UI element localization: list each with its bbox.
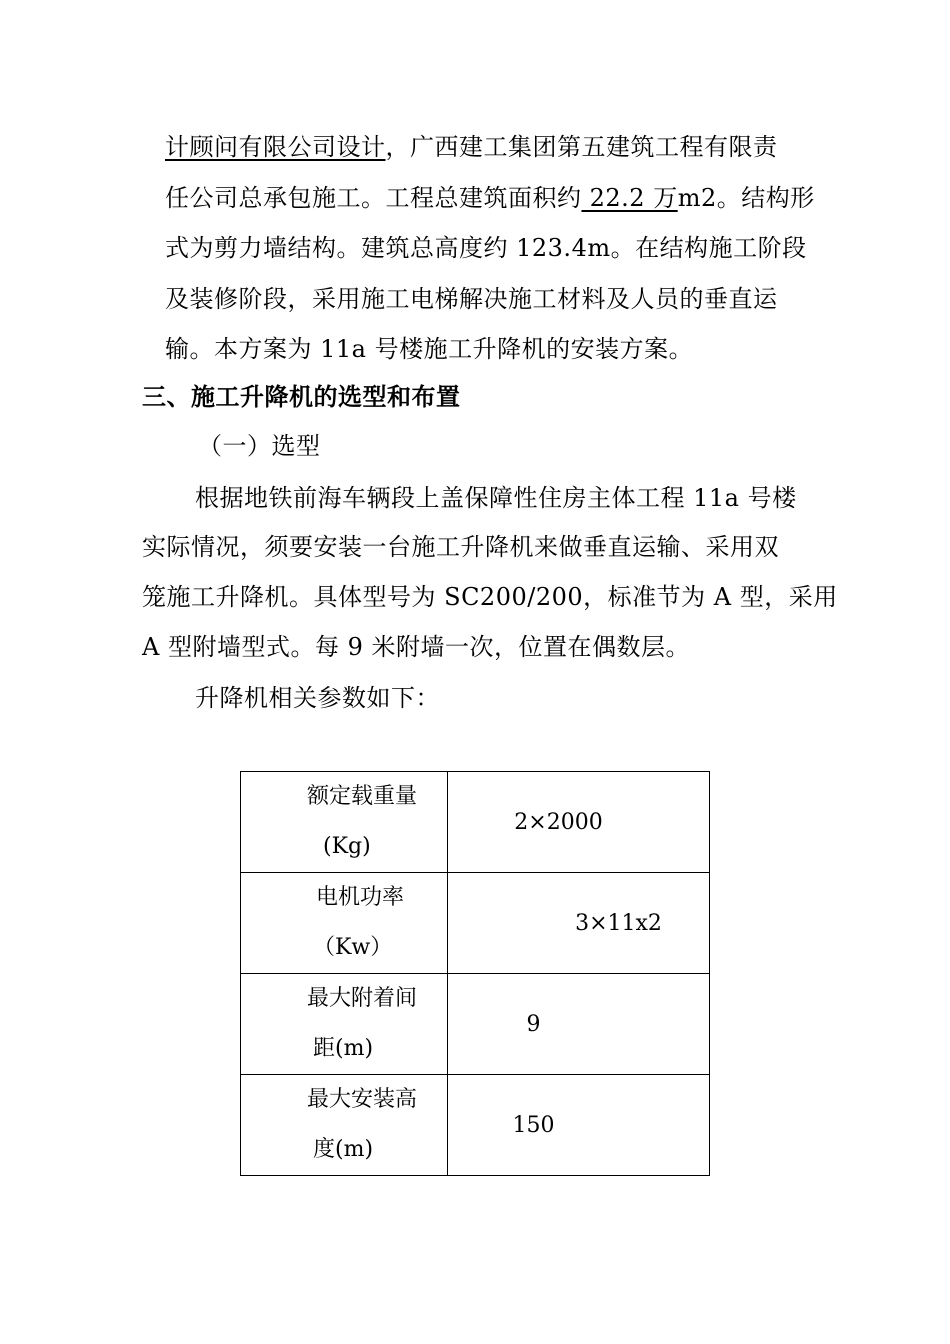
subsection-heading: （一）选型 xyxy=(198,432,321,460)
param-label-cell xyxy=(241,974,448,1075)
intro-line-4: 及装修阶段，采用施工电梯解决施工材料及人员的垂直运 xyxy=(165,285,778,313)
designer-name-underlined: 计顾问有限公司设计 xyxy=(165,133,386,161)
intro-line-2-b: m2。结构形 xyxy=(677,184,815,212)
selection-line-3: 笼施工升降机。具体型号为 SC200/200，标准节为 A 型，采用 xyxy=(142,583,838,611)
selection-line-1: 根据地铁前海车辆段上盖保障性住房主体工程 11a 号楼 xyxy=(195,484,797,512)
param-value-cell: 3×11x2 xyxy=(448,873,710,974)
param-label-line1: 电机功率 xyxy=(316,885,405,910)
intro-line-3: 式为剪力墙结构。建筑总高度约 123.4m。在结构施工阶段 xyxy=(165,234,807,262)
selection-line-4: A 型附墙型式。每 9 米附墙一次，位置在偶数层。 xyxy=(142,633,690,661)
intro-line-2-a: 任公司总承包施工。工程总建筑面积约 xyxy=(165,184,582,212)
intro-line-5: 输。本方案为 11a 号楼施工升降机的安装方案。 xyxy=(165,335,694,363)
param-label-line2: 距(m) xyxy=(313,1036,374,1061)
intro-line-1 xyxy=(165,130,778,164)
param-label-line2: (Kg) xyxy=(323,834,371,859)
params-table xyxy=(240,771,710,1176)
table-row xyxy=(241,772,710,873)
param-label-line1: 额定载重量 xyxy=(307,784,418,809)
intro-line-1-rest: ，广西建工集团第五建筑工程有限责 xyxy=(385,133,778,161)
param-value-cell: 2×2000 xyxy=(448,772,710,873)
param-label-cell xyxy=(241,772,448,873)
params-intro: 升降机相关参数如下： xyxy=(195,684,440,712)
param-label-line2: （Kw） xyxy=(313,935,393,960)
param-value-cell: 9 xyxy=(448,974,710,1075)
table-row xyxy=(241,873,710,974)
table-row xyxy=(241,974,710,1075)
param-label-line1: 最大安装高 xyxy=(307,1087,418,1112)
total-area-underlined: 22.2 万 xyxy=(581,184,678,212)
param-label-cell xyxy=(241,1075,448,1176)
param-label-cell xyxy=(241,873,448,974)
param-label-line2: 度(m) xyxy=(313,1137,374,1162)
table-row xyxy=(241,1075,710,1176)
param-label-line1: 最大附着间 xyxy=(307,986,418,1011)
intro-line-2 xyxy=(165,181,815,215)
selection-line-2: 实际情况，须要安装一台施工升降机来做垂直运输、采用双 xyxy=(142,533,779,561)
param-value-cell: 150 xyxy=(448,1075,710,1176)
section-heading: 三、施工升降机的选型和布置 xyxy=(142,383,461,411)
